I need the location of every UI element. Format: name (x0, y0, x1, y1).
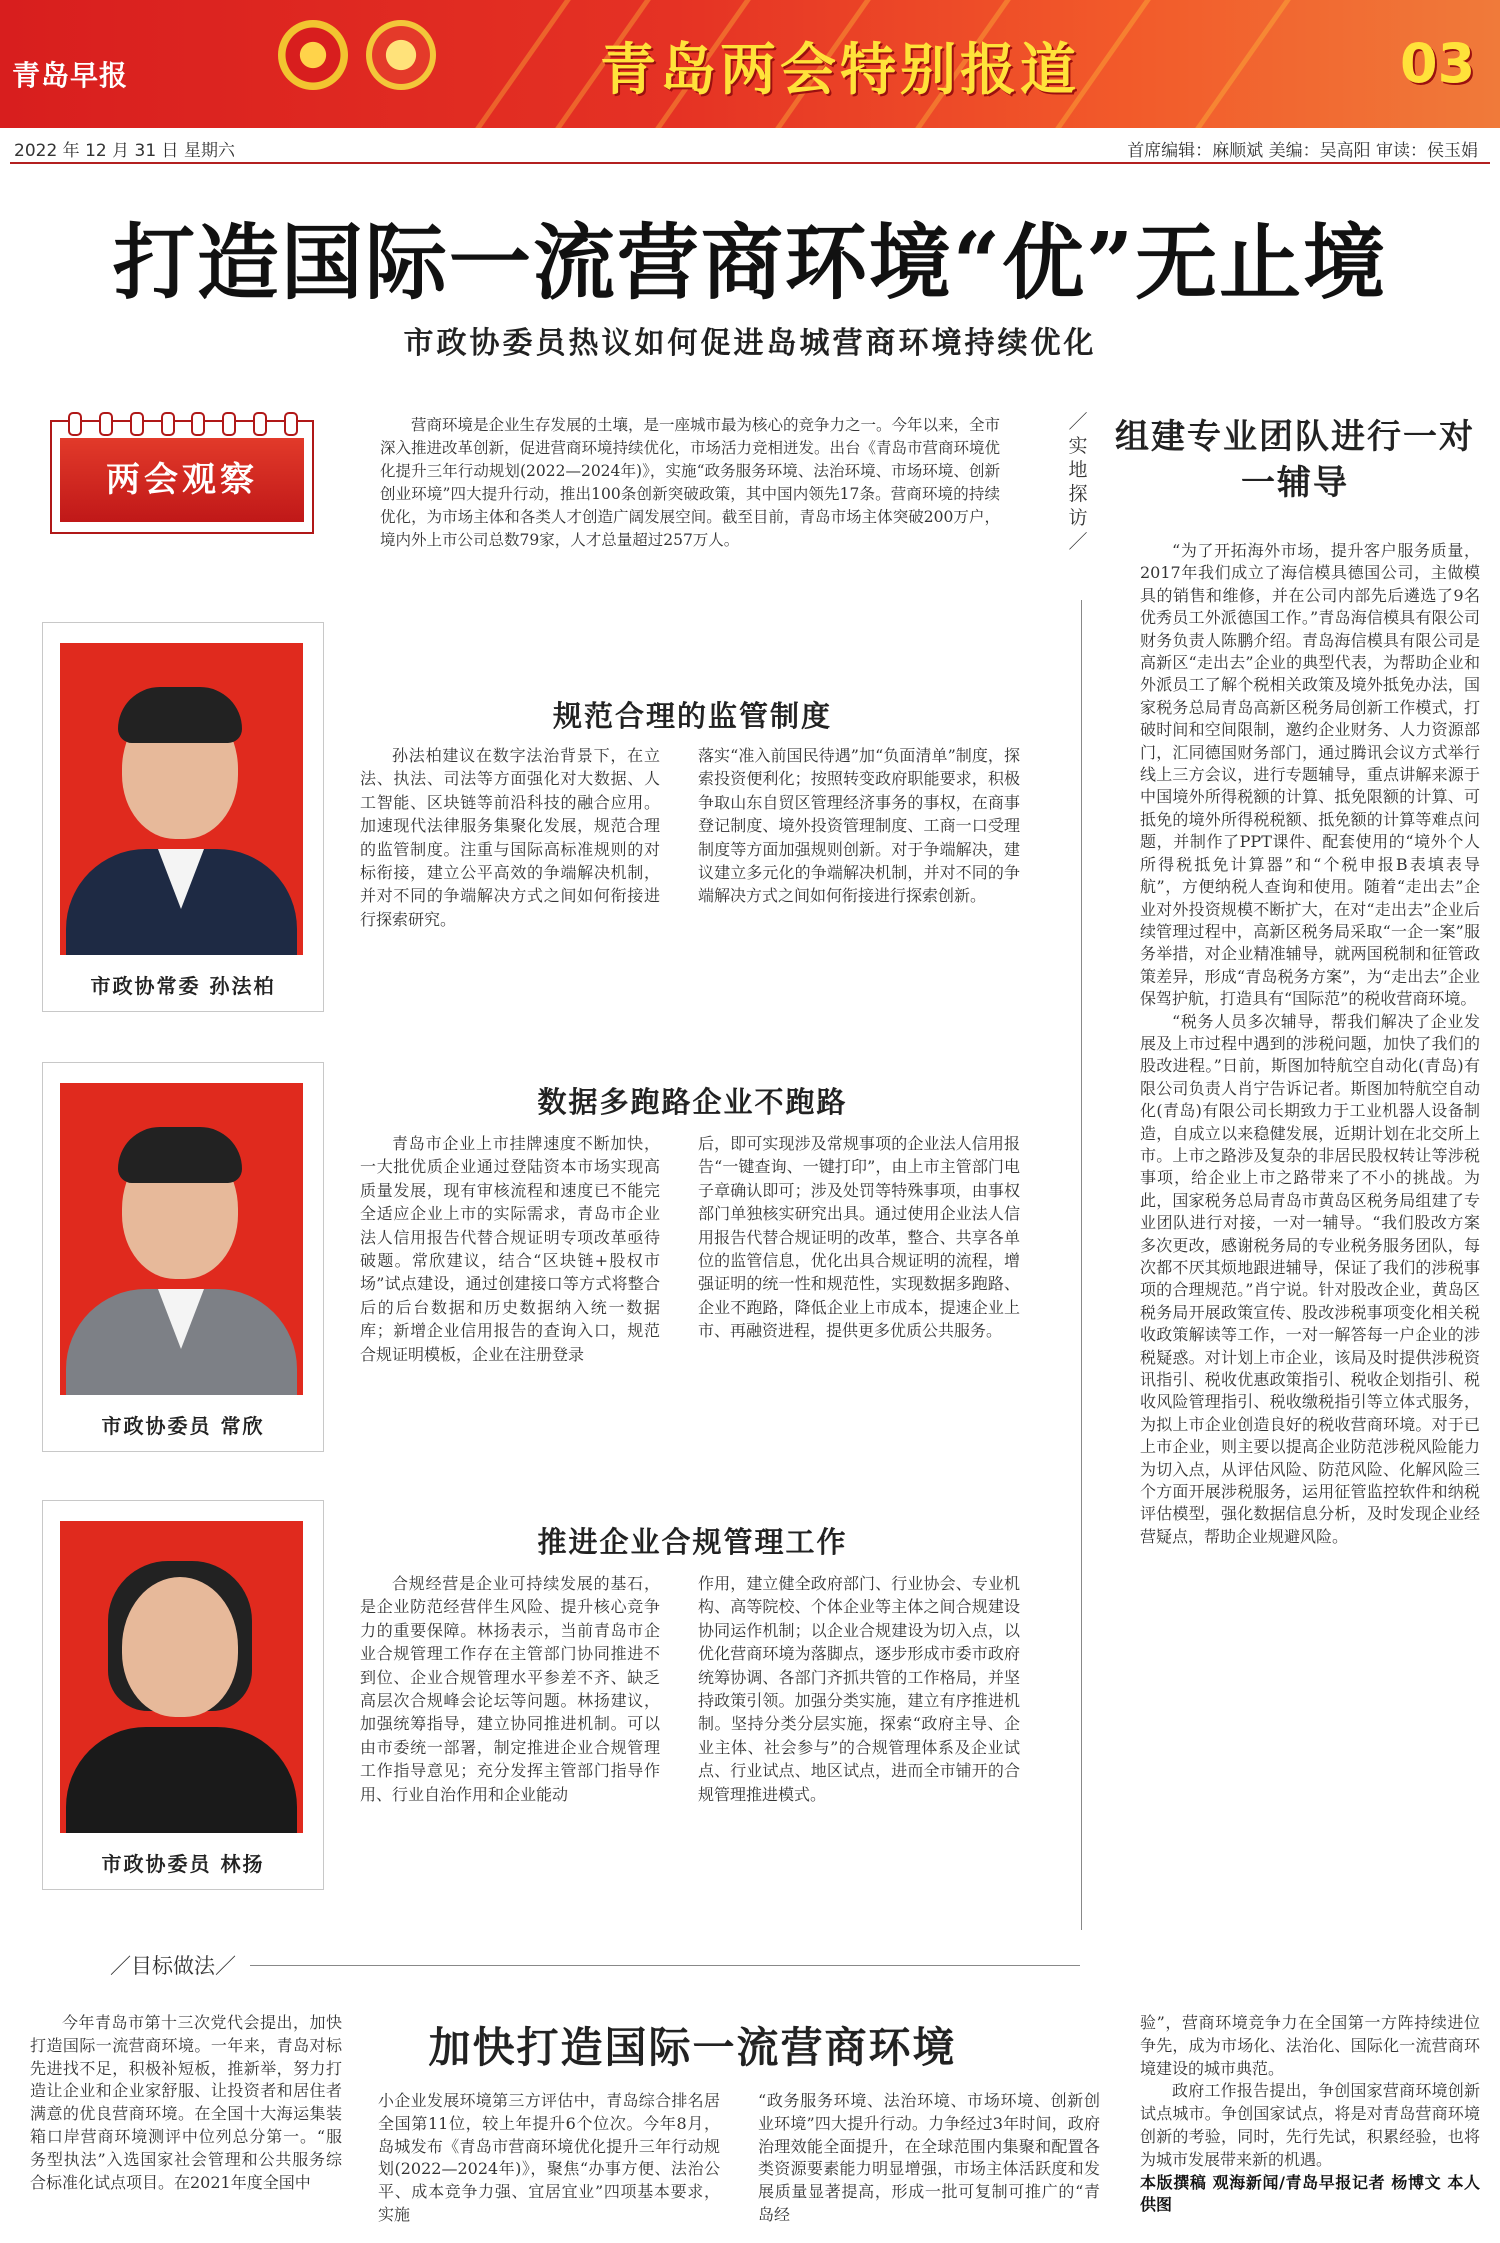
side-column-tag: ／实地探访／ (1068, 411, 1088, 553)
section-column: 合规经营是企业可持续发展的基石，是企业防范经营伴生风险、提升核心竞争力的重要保障。林扬表示，当前青岛市企业合规管理工作存在主管部门协同推进不到位、企业合规管理水平参差不齐、缺乏高层次合规峰会论坛等问题。林扬建议，加强统筹指导，建立协同推进机制。可以由市委统一部署，制定推进企业合规管理工作指导意见；充分发挥主管部门指导作用、行业自治作用和企业能动 (360, 1574, 660, 1804)
section-column: 后，即可实现涉及常规事项的企业法人信用报告“一键查询、一键打印”，由上市主管部门电子章确认即可；涉及处罚等特殊事项，由事权部门单独核实研究出具。通过使用企业法人信用报告代替合规证明的改革，整合、共享各单位的监管信息，优化出具合规证明的流程，增强证明的统一性和规范性，实现数据多跑路、企业不跑路，降低企业上市成本，提速企业上市、再融资进程，提供更多优质公共服务。 (698, 1134, 1020, 1341)
bottom-rule (250, 1965, 1080, 1966)
side-paragraph: “税务人员多次辅导，帮我们解决了企业发展及上市过程中遇到的涉税问题，加快了我们的股改进程。”日前，斯图加特航空自动化(青岛)有限公司负责人肖宁告诉记者。斯图加特航空自动化(青岛)有限公司长期致力于工业机器人设备制造，自成立以来稳健发展，近期计划在北交所上市。上市之路涉及复杂的非居民股权转让等涉税事项，给企业上市之路带来了不小的挑战。为此，国家税务总局青岛市黄岛区税务局组建了专业团队进行对接，一对一辅导。“我们股改方案多次更改，感谢税务局的专业税务服务团队，每次都不厌其烦地跟进辅导，保证了我们的涉税事项的合理规范。”肖宁说。针对股改企业，黄岛区税务局开展政策宣传、股改涉税事项变化相关税收政策解读等工作，一对一解答每一户企业的涉税疑惑。对计划上市企业，该局及时提供涉税资讯指引、税收优惠政策指引、税收企划指引、税收风险管理指引、税收缴税指引等立体式服务，为拟上市企业创造良好的税收营商环境。对于已上市企业，则主要以提高企业防范涉税风险能力为切入点，从评估风险、防范风险、化解风险三个方面开展涉税服务，运用征管监控软件和纳税评估模型，强化数据信息分析，及时发现企业经营疑点，帮助企业规避风险。 (1140, 1011, 1480, 1546)
portrait-photo (60, 643, 303, 955)
portrait-caption: 市政协常委 孙法柏 (90, 974, 276, 998)
section-title: 规范合理的监管制度 (552, 699, 832, 733)
page-number: 03 (1400, 32, 1476, 95)
column-badge (50, 420, 314, 534)
portrait-photo (60, 1521, 303, 1833)
section-column: 孙法柏建议在数字法治背景下，在立法、执法、司法等方面强化对大数据、人工智能、区块链等前沿科技的融合应用。加速现代法律服务集聚化发展，规范合理的监管制度。注重与国际高标准规则的对标衔接，建立公平高效的争端解决机制，并对不同的争端解决方式之间如何衔接进行探索研究。 (360, 746, 660, 929)
bottom-title: 加快打造国际一流营商环境 (428, 2023, 957, 2072)
section-column: 作用，建立健全政府部门、行业协会、专业机构、高等院校、个体企业等主体之间合规建设协同运作机制；以企业合规建设为切入点，以优化营商环境为落脚点，逐步形成市委市政府统筹协调、各部门齐抓共管的工作格局，并坚持政策引领。加强分类实施，建立有序推进机制。坚持分类分层实施，探索“政府主导、企业主体、社会参与”的合规管理体系及企业试点、行业试点、地区试点，进而全市铺开的合规管理推进模式。 (698, 1574, 1020, 1804)
national-emblem-icon (278, 20, 348, 90)
side-title: 组建专业团队进行一对一辅导 (1115, 417, 1475, 503)
side-article (1140, 540, 1480, 1548)
page-subheadline: 市政协委员热议如何促进岛城营商环境持续优化 (403, 326, 1097, 361)
badge-label: 两会观察 (106, 460, 258, 500)
cppcc-emblem-icon (366, 20, 436, 90)
bottom-column: “政务服务环境、法治环境、市场环境、创新创业环境”四大提升行动。力争经过3年时间，政府治理效能全面提升，在全球范围内集聚和配置各类资源要素能力明显增强，市场主体活跃度和发展质量显著提高，形成一批可复制可推广的“青岛经 (758, 2091, 1100, 2224)
bottom-section-tag: ／目标做法／ (110, 1954, 236, 1978)
portrait-frame-1 (42, 622, 324, 1012)
page-headline: 打造国际一流营商环境“优”无止境 (112, 215, 1388, 311)
column-divider (1081, 600, 1082, 1930)
bottom-column: 今年青岛市第十三次党代会提出，加快打造国际一流营商环境。一年来，青岛对标先进找不足，积极补短板，推新举，努力打造让企业和企业家舒服、让投资者和居住者满意的优良营商环境。在全国十大海运集装箱口岸营商环境测评中位列总分第一。“服务型执法”入选国家社会管理和公共服务综合标准化试点项目。在2021年度全国中 (30, 2013, 342, 2192)
bottom-column: 小企业发展环境第三方评估中，青岛综合排名居全国第11位，较上年提升6个位次。今年8月，岛城发布《青岛市营商环境优化提升三年行动规划(2022—2024年)》，聚焦“办事方便、法治公平、成本竞争力强、宜居宜业”四项基本要求，实施 (378, 2091, 720, 2224)
section-column: 青岛市企业上市挂牌速度不断加快，一大批优质企业通过登陆资本市场实现高质量发展，现有审核流程和速度已不能完全适应企业上市的实际需求，青岛市企业法人信用报告代替合规证明专项改革亟待破题。常欣建议，结合“区块链+股权市场”试点建设，通过创建接口等方式将整合后的后台数据和历史数据纳入统一数据库；新增企业信用报告的查询入口，规范合规证明模板，企业在注册登录 (360, 1134, 660, 1364)
portrait-caption: 市政协委员 林扬 (101, 1852, 265, 1876)
byline: 本版撰稿 观海新闻/青岛早报记者 杨博文 本人供图 (1140, 2172, 1480, 2215)
dateline: 2022 年 12 月 31 日 星期六 (14, 141, 235, 161)
brand-logo: 青岛早报 (12, 59, 129, 92)
side-paragraph: “为了开拓海外市场，提升客户服务质量，2017年我们成立了海信模具德国公司，主做模具的销售和维修，并在公司内部先后遴选了9名优秀员工外派德国工作。”青岛海信模具有限公司财务负责人陈鹏介绍。青岛海信模具有限公司是高新区“走出去”企业的典型代表，为帮助企业和外派员工了解个税相关政策及境外抵免办法，国家税务总局青岛高新区税务局创新工作模式，打破时间和空间限制，邀约企业财务、人力资源部门，汇同德国财务部门，通过腾讯会议方式举行线上三方会议，进行专题辅导，重点讲解来源于中国境外所得税额的计算、抵免限额的计算、可抵免的境外所得税税额、抵免额的计算等难点问题，并制作了PPT课件、配套使用的“境外个人所得税抵免计算器”和“个税申报B表填表导航”，方便纳税人查询和使用。随着“走出去”企业对外投资规模不断扩大，在对“走出去”企业后续管理过程中，高新区税务局采取“一企一案”服务举措，对企业精准辅导，就两国税制和征管政策差异，形成“青岛税务方案”，为“走出去”企业保驾护航，打造具有“国际范”的税收营商环境。 (1140, 541, 1480, 1009)
editor-credits: 首席编辑：麻顺斌 美编：吴高阳 审读：侯玉娟 (1127, 141, 1478, 161)
portrait-photo (60, 1083, 303, 1395)
portrait-frame-2 (42, 1062, 324, 1452)
binder-rings (68, 412, 298, 436)
bottom-column: 政府工作报告提出，争创国家营商环境创新试点城市。争创国家试点，将是对青岛营商环境创新的考验，同时，先行先试，积累经验，也将为城市发展带来新的机遇。 (1140, 2081, 1480, 2169)
bottom-column-4 (1140, 2012, 1480, 2217)
section-title: 数据多跑路企业不跑路 (537, 1085, 848, 1119)
portrait-frame-3 (42, 1500, 324, 1890)
header-rule (10, 162, 1490, 164)
section-column: 落实“准入前国民待遇”加“负面清单”制度，探索投资便利化；按照转变政府职能要求，积极争取山东自贸区管理经济事务的事权，在商事登记制度、境外投资管理制度、工商一口受理制度等方面加强规则创新。对于争端解决，建议建立多元化的争端解决机制，并对不同的争端解决方式之间如何衔接进行探索创新。 (698, 746, 1020, 906)
intro-paragraph: 营商环境是企业生存发展的土壤，是一座城市最为核心的竞争力之一。今年以来，全市深入推进改革创新，促进营商环境持续优化，市场活力竞相迸发。出台《青岛市营商环境优化提升三年行动规划(2022—2024年)》，实施“政务服务环境、法治环境、市场环境、创新创业环境”四大提升行动，推出100条创新突破政策，其中国内领先17条。营商环境的持续优化，为市场主体和各类人才创造广阔发展空间。截至目前，青岛市场主体突破200万户，境内外上市公司总数79家，人才总量超过257万人。 (380, 416, 1001, 549)
portrait-caption: 市政协委员 常欣 (101, 1414, 265, 1438)
section-title: 推进企业合规管理工作 (537, 1525, 848, 1559)
banner-title: 青岛两会特别报道 (600, 37, 1080, 103)
bottom-column: 验”，营商环境竞争力在全国第一方阵持续进位争先，成为市场化、法治化、国际化一流营商环境建设的城市典范。 (1140, 2013, 1480, 2078)
